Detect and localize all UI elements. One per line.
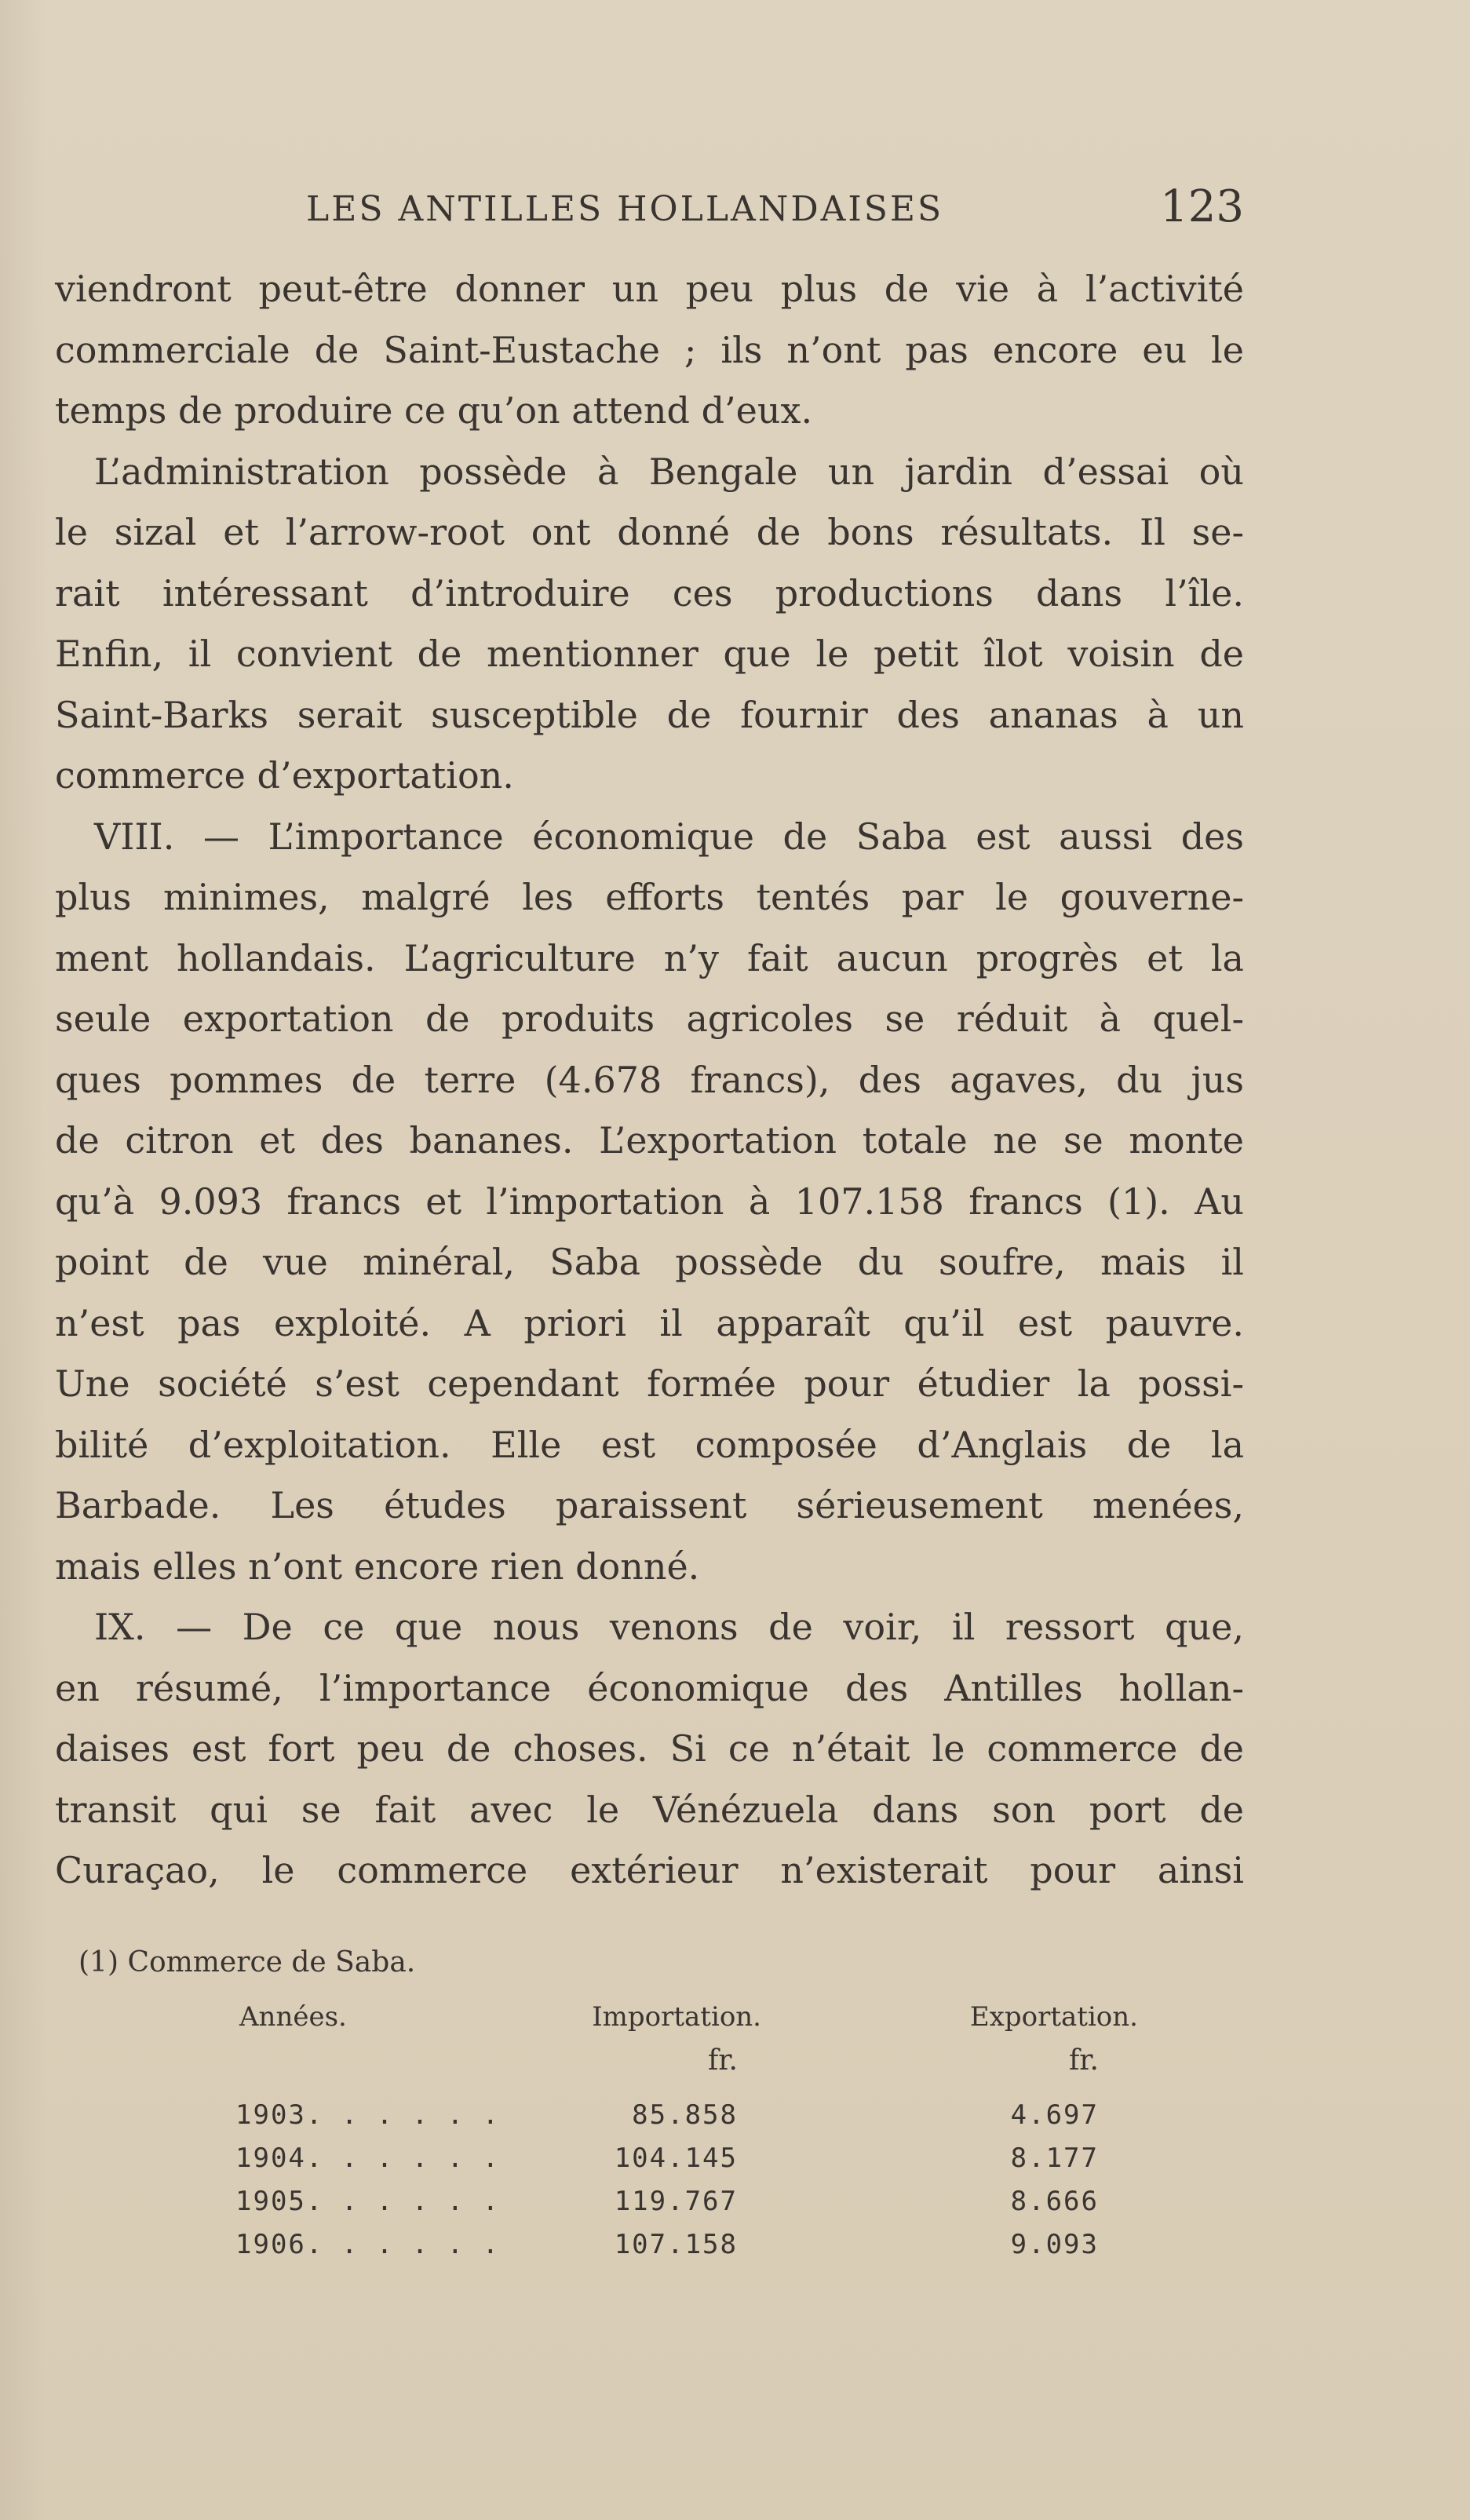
table-row bbox=[78, 2143, 1209, 2186]
row-export: 9.093 bbox=[1010, 2229, 1099, 2260]
column-header-import: Importation. bbox=[592, 2001, 761, 2033]
text-line: en résumé, l’importance économique des Antilles hollan- bbox=[55, 1666, 1244, 1709]
text-line: de citron et des bananes. L’exportation totale ne se monte bbox=[55, 1119, 1244, 1162]
table-header-row bbox=[78, 2001, 1209, 2044]
unit-import: fr. bbox=[707, 2044, 738, 2077]
text-line: Enfin, il convient de mentionner que le petit îlot voisin de bbox=[55, 633, 1244, 675]
text-line: seule exportation de produits agricoles se réduit à quel- bbox=[55, 997, 1244, 1040]
column-header-years: Années. bbox=[239, 2001, 347, 2033]
row-year: 1905. . . . . . bbox=[235, 2186, 501, 2217]
row-import: 104.145 bbox=[614, 2143, 738, 2174]
text-line: Une société s’est cependant formée pour étudier la possi- bbox=[55, 1362, 1244, 1405]
row-year: 1906. . . . . . bbox=[235, 2229, 501, 2260]
text-line: le sizal et l’arrow-root ont donné de bons résultats. Il se- bbox=[55, 511, 1244, 553]
row-import: 85.858 bbox=[632, 2099, 738, 2131]
column-header-export: Exportation. bbox=[969, 2001, 1138, 2033]
text-line: daises est fort peu de choses. Si ce n’était le commerce de bbox=[55, 1727, 1244, 1770]
running-title: LES ANTILLES HOLLANDAISES bbox=[306, 189, 944, 229]
unit-export: fr. bbox=[1068, 2044, 1099, 2077]
text-line: rait intéressant d’introduire ces productions dans l’île. bbox=[55, 571, 1244, 615]
footnote-title: (1) Commerce de Saba. bbox=[78, 1946, 416, 1978]
table-row bbox=[78, 2099, 1209, 2143]
row-export: 8.177 bbox=[1010, 2143, 1099, 2174]
text-line: ment hollandais. L’agriculture n’y fait aucun progrès et la bbox=[55, 936, 1244, 979]
table-row bbox=[78, 2186, 1209, 2229]
text-line: point de vue minéral, Saba possède du soufre, mais il bbox=[55, 1241, 1244, 1283]
text-line: bilité d’exploitation. Elle est composée d’Anglais de la bbox=[55, 1423, 1244, 1466]
page-number: 123 bbox=[1160, 181, 1244, 232]
text-line: Saint-Barks serait susceptible de fournir des ananas à un bbox=[55, 693, 1244, 736]
row-year: 1903. . . . . . bbox=[235, 2099, 501, 2131]
row-year: 1904. . . . . . bbox=[235, 2143, 501, 2174]
text-line: commerce d’exportation. bbox=[55, 754, 514, 797]
text-line: L’administration possède à Bengale un jardin d’essai où bbox=[94, 450, 1244, 493]
text-line: commerciale de Saint-Eustache ; ils n’ont pas encore eu le bbox=[55, 328, 1244, 371]
table-unit-row bbox=[78, 2044, 1209, 2088]
row-export: 8.666 bbox=[1010, 2186, 1099, 2217]
text-line: viendront peut-être donner un peu plus de vie à l’activité bbox=[55, 268, 1244, 310]
text-line: qu’à 9.093 francs et l’importation à 107.158 francs (1). Au bbox=[55, 1180, 1244, 1223]
text-line: Barbade. Les études paraissent sérieusement menées, bbox=[55, 1484, 1244, 1526]
text-line: transit qui se fait avec le Vénézuela dans son port de bbox=[55, 1788, 1244, 1831]
row-export: 4.697 bbox=[1010, 2099, 1099, 2131]
text-line: plus minimes, malgré les efforts tentés par le gouverne- bbox=[55, 876, 1244, 918]
text-line: Curaçao, le commerce extérieur n’existerait pour ainsi bbox=[55, 1849, 1244, 1891]
text-line: temps de produire ce qu’on attend d’eux. bbox=[55, 389, 813, 432]
row-import: 119.767 bbox=[614, 2186, 738, 2217]
row-import: 107.158 bbox=[614, 2229, 738, 2260]
running-header bbox=[55, 177, 1244, 232]
text-line: mais elles n’ont encore rien donné. bbox=[55, 1544, 700, 1588]
text-line: VIII. — L’importance économique de Saba est aussi des bbox=[94, 815, 1244, 858]
text-line: IX. — De ce que nous venons de voir, il ressort que, bbox=[94, 1606, 1244, 1648]
table-row bbox=[78, 2229, 1209, 2272]
body-text bbox=[55, 259, 1244, 1902]
text-line: n’est pas exploité. A priori il apparaît qu’il est pauvre. bbox=[55, 1301, 1244, 1344]
text-line: ques pommes de terre (4.678 francs), des agaves, du jus bbox=[55, 1058, 1244, 1101]
